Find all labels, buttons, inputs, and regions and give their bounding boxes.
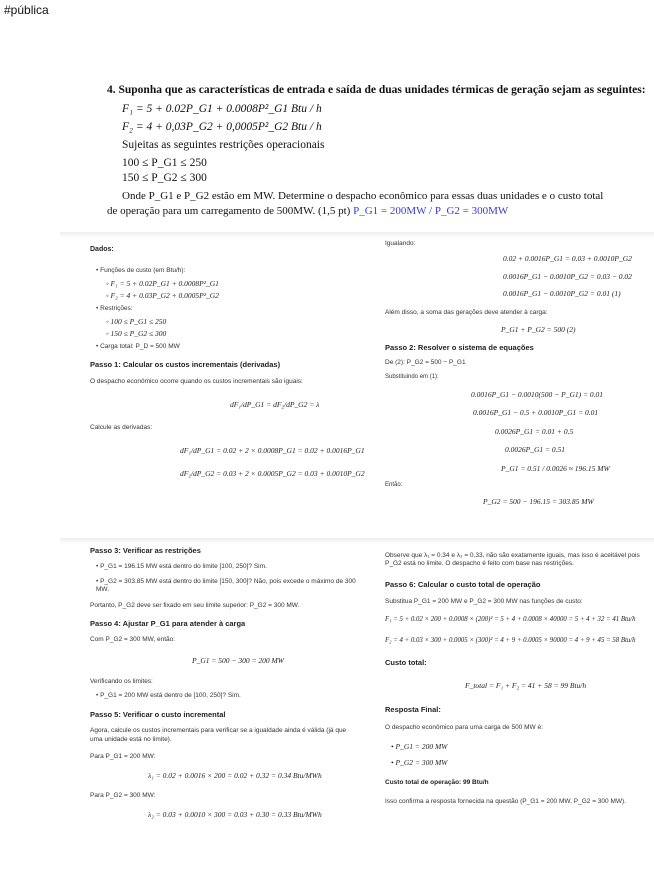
right-top-col: [385, 240, 650, 507]
eq-e4: P_G1 + P_G2 = 500 (2): [501, 325, 576, 335]
passo1-text: O despacho econômico ocorre quando os custos incrementais são iguais:: [90, 378, 303, 385]
divider: [60, 232, 654, 238]
despacho-text: O despacho econômico para uma carga de 500 MW é:: [385, 723, 543, 731]
eq-f2-total: F₂ = 4 + 0.03 × 300 + 0.0005 × (300)² = 4 + 9 + 0.0005 × 90000 = 4 + 9 + 45 = 58 Btu/h: [385, 637, 636, 645]
verif-text: Verificando os limites:: [90, 677, 153, 685]
resp-r1-text: P_G1 = 200 MW: [395, 741, 448, 751]
bullet-restricoes: • Restrições:: [96, 304, 133, 312]
eq-s1: 0.0016P_G1 − 0.0010(500 − P_G1) = 0.01: [471, 389, 604, 399]
eq-f1-text: F₁ = 5 + 0.02P_G1 + 0.0008P²_G1: [110, 278, 219, 288]
eq-r2: ◦ 150 ≤ P_G2 ≤ 300: [106, 329, 167, 339]
custo-total-heading: Custo total:: [385, 657, 427, 667]
eq-f2: ◦ F₂ = 4 + 0.03P_G2 + 0.0005P²_G2: [106, 291, 219, 301]
right-bot-col: [385, 552, 647, 806]
eq-f2-text: F₂ = 4 + 0.03P_G2 + 0.0005P²_G2: [110, 291, 219, 301]
eq-e1: 0.02 + 0.0016P_G1 = 0.03 + 0.0010P_G2: [503, 254, 632, 264]
eq-s2: 0.0016P_G1 − 0.5 + 0.0010P_G1 = 0.01: [473, 408, 599, 418]
resp-r2-text: P_G2 = 300 MW: [395, 758, 448, 768]
alem-text: Além disso, a soma das gerações deve atender à carga:: [385, 309, 548, 317]
bullet-carga: • Carga total: P_D = 500 MW: [96, 342, 180, 350]
obs-text: Observe que λ₁ = 0.34 e λ₂ = 0.33, não são exatamente iguais, mas isso é aceitável pois P_G2 está no limite. O despacho é feito com base nas restrições.: [385, 552, 640, 568]
passo4-heading: Passo 4: Ajustar P_G1 para atender à carga: [90, 618, 246, 628]
eq-ftotal: F_total = F₁ + F₂ = 41 + 58 = 99 Btu/h: [465, 681, 587, 691]
para1-text: Para P_G1 = 200 MW:: [90, 752, 156, 760]
agora-text: Agora, calcule os custos incrementais para verificar se a igualdade ainda é válida (já que uma unidade está no limite).: [90, 727, 347, 743]
question-r2: 150 ≤ P_G2 ≤ 300: [122, 172, 207, 184]
custo-operacao-text: Custo total de operação: 99 Btu/h: [385, 778, 489, 786]
check-1-text: P_G1 = 196.15 MW está dentro do limite [100, 250]? Sim.: [100, 563, 267, 571]
eq-e2: 0.0016P_G1 − 0.0010P_G2 = 0.03 − 0.02: [503, 271, 632, 281]
passo2-heading: Passo 2: Resolver o sistema de equações: [385, 342, 534, 352]
eq-d2: dF₂/dP_G2 = 0.03 + 2 × 0.0005P_G2 = 0.03 + 0.0010P_G2: [180, 469, 365, 478]
eq-s5: P_G1 = 0.51 / 0.0026 ≈ 196.15 MW: [501, 464, 610, 474]
eq-lambda: dF₁/dP_G1 = dF₂/dP_G2 = λ: [230, 400, 320, 410]
question-body2: [107, 205, 508, 217]
para2-text: Para P_G2 = 300 MW:: [90, 792, 156, 800]
eq-l1: λ₁ = 0.02 + 0.0016 × 200 = 0.02 + 0.32 = 0.34 Btu/MWh: [148, 770, 322, 780]
eq-r1: ◦ 100 ≤ P_G1 ≤ 250: [106, 316, 167, 326]
passo6-heading: Passo 6: Calcular o custo total de operação: [385, 580, 541, 590]
com-text: Com P_G2 = 300 MW, então:: [90, 636, 176, 644]
entao-text: Então:: [385, 481, 403, 488]
passo1-heading: Passo 1: Calcular os custos incrementais (derivadas): [90, 359, 281, 369]
eq-s6: P_G2 = 500 − 196.15 = 303.85 MW: [483, 497, 594, 507]
calc-text: Calcule as derivadas:: [90, 423, 153, 431]
resp-r2: • P_G2 = 300 MW: [391, 758, 448, 768]
question-f1: F₁ = 5 + 0.02P_G1 + 0.0008P²_G1 Btu / h: [122, 103, 322, 115]
question-restr: Sujeitas as seguintes restrições operacionais: [122, 139, 325, 151]
question-answer: P_G1 = 200MW / P_G2 = 300MW: [353, 205, 509, 217]
bullet-funcoes-text: Funções de custo (em Btu/h):: [100, 266, 186, 274]
eq-a1: P_G1 = 500 − 300 = 200 MW: [192, 656, 285, 666]
eq-s3: 0.0026P_G1 = 0.01 + 0.5: [495, 426, 574, 436]
de2-text: De (2): P_G2 = 500 − P_G1: [385, 359, 466, 367]
left-top-col: [90, 246, 365, 478]
question-r1: 100 ≤ P_G1 ≤ 250: [122, 157, 207, 169]
subs-text: Substitua P_G1 = 200 MW e P_G2 = 300 MW nas funções de custo:: [385, 597, 583, 605]
confirma-text: Isso confirma a resposta fornecida na questão (P_G1 = 200 MW, P_G2 = 300 MW).: [385, 797, 626, 805]
eq-f1: ◦ F₁ = 5 + 0.02P_G1 + 0.0008P²_G1: [106, 278, 219, 288]
igualando-text: Igualando:: [385, 240, 416, 247]
bullet-restricoes-text: Restrições:: [100, 304, 133, 312]
question-body2-text: de operação para um carregamento de 500MW. (1,5 pt): [107, 205, 351, 217]
resp-r1: • P_G1 = 200 MW: [391, 741, 448, 751]
eq-e3: 0.0016P_G1 − 0.0010P_G2 = 0.01 (1): [503, 288, 621, 298]
eq-r1-text: 100 ≤ P_G1 ≤ 250: [110, 316, 167, 326]
question-body1: Onde P_G1 e P_G2 estão em MW. Determine o despacho econômico para essas duas unidades e o custo total: [122, 190, 604, 202]
check-2-text: P_G2 = 303.85 MW está dentro do limite [150, 300]? Não, pois excede o máximo de 300 MW.: [96, 577, 356, 593]
resposta-heading: Resposta Final:: [385, 705, 441, 715]
portanto-text: Portanto, P_G2 deve ser fixado em seu limite superior: P_G2 = 300 MW.: [90, 601, 300, 609]
eq-s4: 0.0026P_G1 = 0.51: [505, 444, 566, 454]
check-1: • P_G1 = 196.15 MW está dentro do limite [100, 250]? Sim.: [96, 563, 267, 571]
public-tag: #pública: [4, 3, 49, 17]
bullet-carga-text: Carga total: P_D = 500 MW: [100, 342, 180, 350]
subst-text: Substituindo em (1):: [385, 374, 439, 381]
verif-1: • P_G1 = 200 MW está dentro de [100, 250]? Sim.: [96, 691, 241, 699]
passo5-heading: Passo 5: Verificar o custo incremental: [90, 710, 226, 719]
dados-heading: Dados:: [90, 246, 114, 253]
verif-1-text: P_G1 = 200 MW está dentro de [100, 250]? Sim.: [100, 691, 241, 699]
question-f2: F₂ = 4 + 0,03P_G2 + 0,0005P²_G2 Btu / h: [122, 121, 322, 133]
divider-2: [60, 538, 654, 544]
bullet-funcoes: • Funções de custo (em Btu/h):: [96, 266, 186, 274]
eq-l2: λ₂ = 0.03 + 0.0010 × 300 = 0.03 + 0.30 = 0.33 Btu/MWh: [148, 810, 322, 820]
eq-r2-text: 150 ≤ P_G2 ≤ 300: [110, 329, 167, 339]
question-title: 4. Suponha que as características de entrada e saída de duas unidades térmicas de geração sejam as seguintes:: [107, 84, 646, 96]
passo3-heading: Passo 3: Verificar as restrições: [90, 546, 201, 555]
eq-d1: dF₁/dP_G1 = 0.02 + 2 × 0.0008P_G1 = 0.02 + 0.0016P_G1: [180, 445, 365, 455]
left-bot-col: [90, 546, 360, 820]
eq-f1-total: F₁ = 5 + 0.02 × 200 + 0.0008 × (200)² = 5 + 4 + 0.0008 × 40000 = 5 + 4 + 32 = 41 Btu/h: [385, 615, 636, 623]
check-2: • P_G2 = 303.85 MW está dentro do limite [150, 300]? Não, pois excede o máximo de 300 MW.: [96, 577, 356, 593]
